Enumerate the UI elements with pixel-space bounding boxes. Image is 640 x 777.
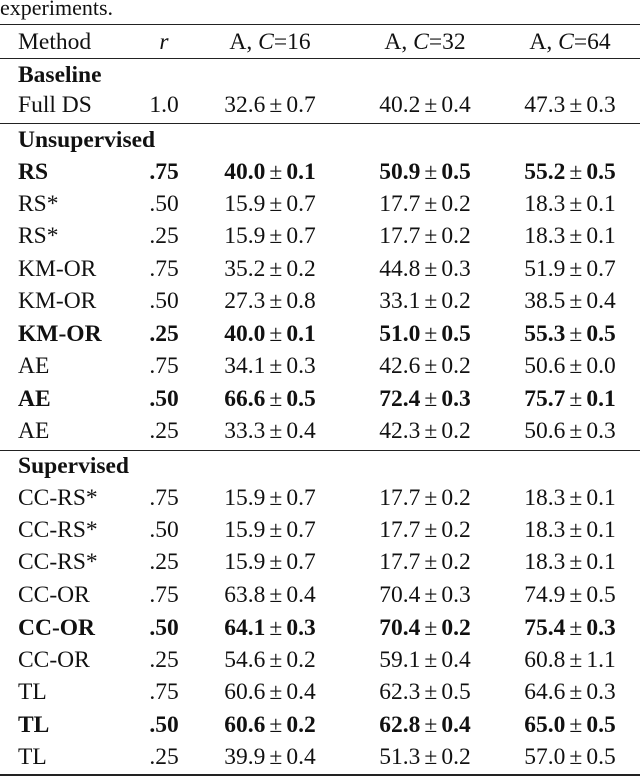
accuracy-c32-cell: 62.8 ± 0.4 [379,712,471,738]
method-cell: AE [18,418,50,444]
method-cell: TL [18,712,50,738]
method-cell: TL [18,744,47,770]
accuracy-c16-cell: 15.9 ± 0.7 [224,517,316,543]
accuracy-c32-cell: 44.8 ± 0.3 [379,256,471,282]
accuracy-c64-cell: 18.3 ± 0.1 [524,549,616,575]
accuracy-c16-cell: 54.6 ± 0.2 [224,647,316,673]
accuracy-c16-cell: 63.8 ± 0.4 [224,582,316,608]
table-row [0,741,640,773]
accuracy-c16-cell: 27.3 ± 0.8 [224,288,316,314]
accuracy-c64-cell: 75.4 ± 0.3 [524,615,616,641]
accuracy-c64-cell: 60.8 ± 1.1 [524,647,616,673]
accuracy-c64-cell: 75.7 ± 0.1 [524,386,616,412]
table-row [0,188,640,220]
ratio-cell: .75 [149,485,179,511]
header-a-c16: A, C=16 [229,29,311,55]
accuracy-c64-cell: 55.3 ± 0.5 [524,321,616,347]
section-unsupervised: Unsupervised [18,127,156,153]
table-row [0,220,640,252]
table-row [0,676,640,708]
accuracy-c64-cell: 18.3 ± 0.1 [524,517,616,543]
accuracy-c32-cell: 42.3 ± 0.2 [379,418,471,444]
table-row [0,415,640,447]
method-cell: CC-RS* [18,485,98,511]
method-cell: CC-RS* [18,549,98,575]
table-row [0,644,640,676]
accuracy-c16-cell: 66.6 ± 0.5 [224,386,316,412]
accuracy-c64-cell: 18.3 ± 0.1 [524,485,616,511]
accuracy-c32-cell: 17.7 ± 0.2 [379,223,471,249]
ratio-cell: .25 [149,647,179,673]
accuracy-c16-cell: 40.0 ± 0.1 [224,321,316,347]
accuracy-c32-cell: 42.6 ± 0.2 [379,353,471,379]
accuracy-c16-cell: 34.1 ± 0.3 [224,353,316,379]
accuracy-c32-cell: 17.7 ± 0.2 [379,517,471,543]
method-cell: CC-RS* [18,517,98,543]
accuracy-c32-cell: 17.7 ± 0.2 [379,485,471,511]
accuracy-c64-cell: 64.6 ± 0.3 [524,679,616,705]
table-row [0,89,640,121]
method-cell: TL [18,679,47,705]
ratio-cell: .25 [149,744,179,770]
ratio-cell: .75 [149,159,179,185]
accuracy-c16-cell: 64.1 ± 0.3 [224,615,316,641]
accuracy-c32-cell: 51.3 ± 0.2 [379,744,471,770]
accuracy-c16-cell: 15.9 ± 0.7 [224,485,316,511]
bottom-rule [0,774,640,776]
method-cell: CC-OR [18,615,96,641]
accuracy-c32-cell: 33.1 ± 0.2 [379,288,471,314]
accuracy-c32-cell: 51.0 ± 0.5 [379,321,471,347]
section-baseline: Baseline [18,62,102,88]
accuracy-c64-cell: 65.0 ± 0.5 [524,712,616,738]
accuracy-c16-cell: 33.3 ± 0.4 [224,418,316,444]
header-r: r [159,29,169,55]
method-cell: KM-OR [18,321,102,347]
accuracy-c16-cell: 60.6 ± 0.2 [224,712,316,738]
method-cell: KM-OR [18,256,97,282]
ratio-cell: .75 [149,679,179,705]
section-supervised: Supervised [18,453,129,479]
method-cell: RS [18,159,49,185]
ratio-cell: .50 [149,517,179,543]
method-cell: Full DS [18,92,92,118]
accuracy-c16-cell: 40.0 ± 0.1 [224,159,316,185]
ratio-cell: .25 [149,549,179,575]
table-header-row [0,26,640,58]
accuracy-c64-cell: 50.6 ± 0.0 [524,353,616,379]
ratio-cell: .75 [149,353,179,379]
table-row [0,709,640,741]
table-row [0,612,640,644]
accuracy-c64-cell: 51.9 ± 0.7 [524,256,616,282]
method-cell: RS* [18,191,59,217]
method-cell: RS* [18,223,59,249]
accuracy-c64-cell: 38.5 ± 0.4 [524,288,616,314]
ratio-cell: 1.0 [149,92,179,118]
ratio-cell: .50 [149,191,179,217]
accuracy-c64-cell: 18.3 ± 0.1 [524,223,616,249]
accuracy-c64-cell: 18.3 ± 0.1 [524,191,616,217]
header-a-c64: A, C=64 [529,29,611,55]
method-cell: KM-OR [18,288,97,314]
table-row [0,156,640,188]
accuracy-c64-cell: 50.6 ± 0.3 [524,418,616,444]
ratio-cell: .50 [149,386,179,412]
table-row [0,482,640,514]
accuracy-c32-cell: 17.7 ± 0.2 [379,191,471,217]
accuracy-c16-cell: 39.9 ± 0.4 [224,744,316,770]
table-row [0,514,640,546]
accuracy-c64-cell: 55.2 ± 0.5 [524,159,616,185]
accuracy-c16-cell: 15.9 ± 0.7 [224,191,316,217]
table-row [0,253,640,285]
accuracy-c32-cell: 17.7 ± 0.2 [379,549,471,575]
table-row [0,546,640,578]
ratio-cell: .75 [149,256,179,282]
header-method: Method [18,29,92,55]
accuracy-c16-cell: 32.6 ± 0.7 [224,92,316,118]
accuracy-c32-cell: 40.2 ± 0.4 [379,92,471,118]
accuracy-c16-cell: 60.6 ± 0.4 [224,679,316,705]
method-cell: CC-OR [18,647,90,673]
ratio-cell: .25 [149,418,179,444]
accuracy-c32-cell: 70.4 ± 0.2 [379,615,471,641]
ratio-cell: .25 [149,223,179,249]
accuracy-c16-cell: 35.2 ± 0.2 [224,256,316,282]
accuracy-c32-cell: 72.4 ± 0.3 [379,386,471,412]
ratio-cell: .75 [149,582,179,608]
method-cell: CC-OR [18,582,90,608]
table-caption-fragment: experiments. [0,0,114,20]
ratio-cell: .50 [149,615,179,641]
accuracy-c16-cell: 15.9 ± 0.7 [224,549,316,575]
ratio-cell: .50 [149,288,179,314]
table-row [0,579,640,611]
accuracy-c64-cell: 57.0 ± 0.5 [524,744,616,770]
accuracy-c16-cell: 15.9 ± 0.7 [224,223,316,249]
table-row [0,383,640,415]
accuracy-c32-cell: 59.1 ± 0.4 [379,647,471,673]
top-rule [0,24,640,25]
table-row [0,318,640,350]
header-a-c32: A, C=32 [384,29,466,55]
accuracy-c32-cell: 62.3 ± 0.5 [379,679,471,705]
ratio-cell: .25 [149,321,179,347]
method-cell: AE [18,386,51,412]
table-row [0,350,640,382]
accuracy-c64-cell: 74.9 ± 0.5 [524,582,616,608]
table-row [0,285,640,317]
accuracy-c32-cell: 50.9 ± 0.5 [379,159,471,185]
accuracy-c64-cell: 47.3 ± 0.3 [524,92,616,118]
method-cell: AE [18,353,50,379]
ratio-cell: .50 [149,712,179,738]
accuracy-c32-cell: 70.4 ± 0.3 [379,582,471,608]
